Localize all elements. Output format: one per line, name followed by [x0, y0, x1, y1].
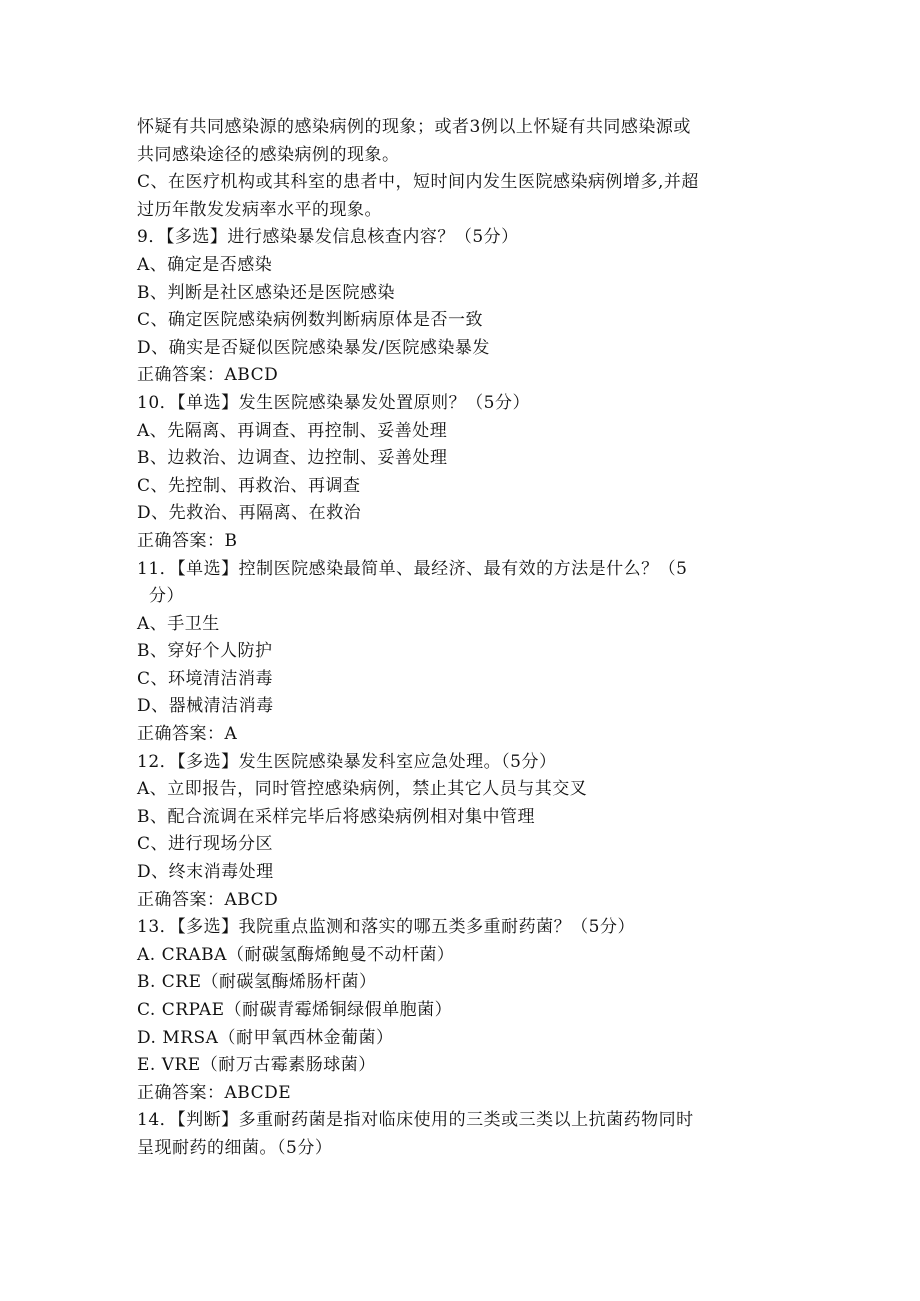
question-12-answer: 正确答案：ABCD — [137, 889, 279, 910]
question-11-option-c: C、环境清洁消毒 — [137, 668, 274, 689]
question-11-answer: 正确答案：A — [137, 724, 238, 745]
question-13-option-b: B. CRE（耐碳氢酶烯肠杆菌） — [137, 972, 377, 993]
question-12-option-d: D、终末消毒处理 — [137, 862, 274, 883]
preamble-line: 共同感染途径的感染病例的现象。 — [137, 144, 400, 165]
question-13-answer: 正确答案：ABCDE — [137, 1082, 292, 1103]
question-10-answer: 正确答案：B — [137, 530, 238, 551]
preamble-line: 过历年散发发病率水平的现象。 — [137, 199, 382, 220]
question-12-option-a: A、立即报告，同时管控感染病例，禁止其它人员与其交叉 — [137, 779, 588, 800]
question-11-option-b: B、穿好个人防护 — [137, 641, 273, 662]
question-11-option-d: D、器械清洁消毒 — [137, 696, 274, 717]
question-10-option-d: D、先救治、再隔离、在救治 — [137, 503, 362, 524]
question-13-option-a: A. CRABA（耐碳氢酶烯鲍曼不动杆菌） — [137, 944, 455, 965]
question-14-title: 14．【判断】多重耐药菌是指对临床使用的三类或三类以上抗菌药物同时 — [137, 1110, 694, 1131]
question-9-option-b: B、判断是社区感染还是医院感染 — [137, 282, 395, 303]
question-10-option-c: C、先控制、再救治、再调查 — [137, 475, 361, 496]
question-12-option-c: C、进行现场分区 — [137, 834, 274, 855]
question-13-title: 13．【多选】我院重点监测和落实的哪五类多重耐药菌？（5分） — [137, 917, 635, 938]
question-10-option-b: B、边救治、边调查、边控制、妥善处理 — [137, 448, 448, 469]
document-page — [137, 114, 787, 1163]
question-12-title: 12．【多选】发生医院感染暴发科室应急处理。（5分） — [137, 751, 557, 772]
question-10-title: 10．【单选】发生医院感染暴发处置原则？（5分） — [137, 392, 530, 413]
question-13-option-c: C. CRPAE（耐碳青霉烯铜绿假单胞菌） — [137, 1000, 453, 1020]
question-9-answer: 正确答案：ABCD — [137, 365, 279, 386]
question-9-option-a: A、确定是否感染 — [137, 254, 273, 275]
preamble-line: C、在医疗机构或其科室的患者中，短时间内发生医院感染病例增多,并超 — [137, 172, 699, 193]
question-13-option-d: D. MRSA（耐甲氧西林金葡菌） — [137, 1027, 394, 1048]
question-9-option-c: C、确定医院感染病例数判断病原体是否一致 — [137, 310, 484, 331]
question-10-option-a: A、先隔离、再调查、再控制、妥善处理 — [137, 420, 448, 441]
question-11-title-cont: 分） — [149, 586, 184, 607]
question-9-title: 9．【多选】进行感染暴发信息核查内容？（5分） — [137, 227, 519, 248]
question-9-option-d: D、确实是否疑似医院感染暴发/医院感染暴发 — [137, 337, 490, 358]
question-13-option-e: E. VRE（耐万古霉素肠球菌） — [137, 1055, 376, 1076]
question-11-title: 11．【单选】控制医院感染最简单、最经济、最有效的方法是什么？（5 — [137, 558, 688, 579]
question-11-option-a: A、手卫生 — [137, 613, 220, 634]
question-12-option-b: B、配合流调在采样完毕后将感染病例相对集中管理 — [137, 806, 535, 827]
preamble-line: 怀疑有共同感染源的感染病例的现象；或者3例以上怀疑有共同感染源或 — [137, 117, 691, 137]
question-14-title-cont: 呈现耐药的细菌。（5分） — [137, 1137, 333, 1158]
